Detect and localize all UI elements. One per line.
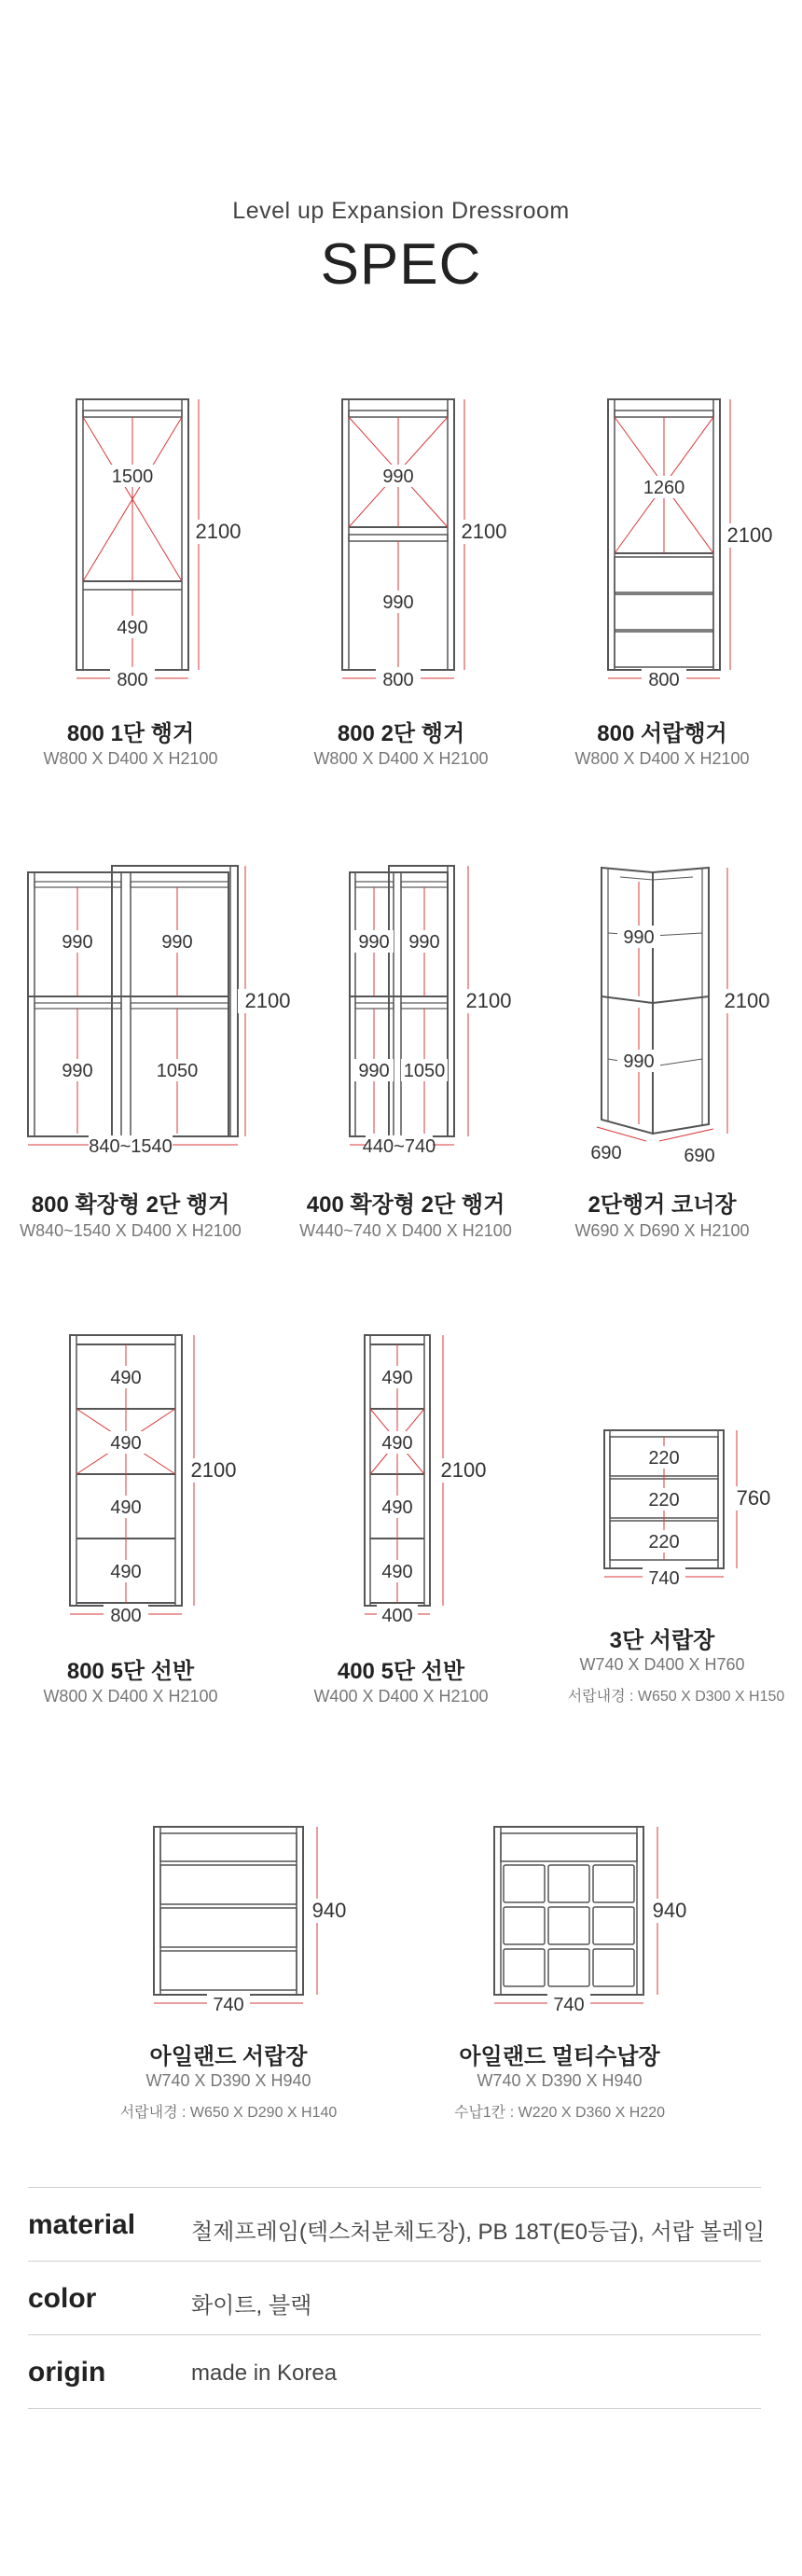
label-lower-left: 990 (62, 1061, 93, 1081)
label-height: 2100 (465, 989, 512, 1012)
product-800-5tier-shelf (61, 1332, 247, 1626)
product-name: 3단 서랍장 (609, 1628, 715, 1653)
label-height: 2100 (190, 1458, 237, 1482)
product-name: 800 5단 선반 (66, 1659, 195, 1684)
product-size: W400 X D400 X H2100 (313, 1687, 489, 1706)
label-shelf-4: 490 (110, 1562, 142, 1582)
product-400-5tier-shelf (359, 1332, 546, 1626)
label-width: 400 (381, 1606, 413, 1626)
product-name: 아일랜드 서랍장 (149, 2044, 308, 2069)
product-island-multi-storage (490, 1824, 695, 2015)
drawing-3-drawer-chest (597, 1427, 783, 1623)
label-width: 440~740 (362, 1136, 436, 1157)
label-width: 840~1540 (89, 1136, 173, 1157)
product-3-drawer-chest (597, 1427, 783, 1623)
product-800-expandable-hanger (23, 863, 291, 1157)
drawing-island-drawer (149, 1824, 354, 2015)
spec-label: material (28, 2209, 136, 2240)
label-height: 2100 (244, 989, 291, 1012)
product-size: W690 X D690 X H2100 (574, 1221, 750, 1240)
drawing-400-5tier-shelf (359, 1332, 546, 1626)
spec-subtitle: Level up Expansion Dressroom (232, 198, 570, 224)
product-size: W800 X D400 X H2100 (574, 749, 750, 768)
drawing-800-double-hanger (331, 397, 518, 690)
label-shelf-1: 490 (110, 1368, 142, 1388)
label-upper: 990 (382, 466, 414, 487)
label-width: 740 (553, 1995, 585, 2015)
label-width: 800 (382, 670, 414, 690)
product-corner-hanger (583, 863, 788, 1171)
product-name: 800 서랍행거 (597, 721, 727, 746)
product-size: W800 X D400 X H2100 (313, 749, 489, 768)
product-size: W740 X D390 X H940 (145, 2071, 311, 2090)
label-width: 800 (110, 1606, 142, 1626)
product-size: W800 X D400 X H2100 (43, 749, 218, 768)
product-island-drawer (149, 1824, 354, 2015)
product-size: W440~740 X D400 X H2100 (299, 1221, 512, 1240)
label-lower: 990 (382, 592, 414, 613)
label-height: 2100 (724, 989, 770, 1012)
label-height: 2100 (461, 520, 507, 543)
product-name: 아일랜드 멀티수납장 (459, 2044, 660, 2069)
product-name: 800 1단 행거 (66, 721, 195, 746)
label-lower: 990 (623, 1051, 655, 1072)
drawing-800-expandable-hanger (23, 863, 291, 1157)
product-size: W840~1540 X D400 X H2100 (20, 1221, 242, 1240)
product-800-single-hanger (65, 397, 252, 690)
label-shelf-3: 490 (110, 1497, 142, 1518)
spec-row-origin (28, 2334, 761, 2409)
product-size: W800 X D400 X H2100 (43, 1687, 218, 1706)
spec-value: 화이트, 블랙 (191, 2293, 312, 2318)
label-shelf-4: 490 (381, 1562, 413, 1582)
spec-table (28, 2187, 766, 2409)
label-height: 2100 (726, 523, 773, 547)
drawing-800-drawer-hanger (597, 397, 783, 690)
label-width: 800 (648, 670, 680, 690)
label-height: 2100 (440, 1458, 487, 1482)
label-upper: 1260 (643, 478, 685, 498)
spec-label: origin (28, 2357, 106, 2388)
label-depth-left: 690 (590, 1143, 622, 1163)
label-lower-right: 1050 (403, 1061, 446, 1081)
product-800-drawer-hanger (597, 397, 783, 690)
label-height: 2100 (195, 520, 242, 543)
label-upper: 990 (623, 927, 655, 948)
product-name: 800 확장형 2단 행거 (31, 1192, 230, 1218)
label-upper-right: 990 (408, 932, 440, 953)
product-inner-size: 수납1칸 : W220 X D360 X H220 (453, 2105, 666, 2121)
spec-value: 철제프레임(텍스처분체도장), PB 18T(E0등급), 서랍 볼레일 (191, 2220, 766, 2245)
label-width: 740 (213, 1995, 244, 2015)
product-name: 800 2단 행거 (337, 721, 465, 746)
spec-row-color (28, 2261, 761, 2334)
label-upper-left: 990 (62, 932, 93, 953)
label-drawer-3: 220 (648, 1532, 680, 1553)
label-lower-left: 990 (358, 1061, 390, 1081)
label-upper-right: 990 (161, 932, 193, 953)
label-width: 800 (117, 670, 148, 690)
label-upper: 1500 (111, 466, 154, 487)
label-lower-right: 1050 (156, 1061, 199, 1081)
product-name: 400 5단 선반 (337, 1659, 465, 1684)
label-height: 760 (736, 1486, 771, 1510)
drawing-island-multi-storage (490, 1824, 695, 2015)
drawing-800-single-hanger (65, 397, 252, 690)
label-shelf-1: 490 (381, 1368, 413, 1388)
product-size: W740 X D400 X H760 (579, 1655, 745, 1674)
label-upper-left: 990 (358, 932, 390, 953)
label-drawer-2: 220 (648, 1490, 680, 1511)
drawing-800-5tier-shelf (61, 1332, 247, 1626)
drawing-corner-hanger (583, 863, 788, 1171)
product-inner-size: 서랍내경 : W650 X D300 X H150 (567, 1689, 785, 1705)
label-shelf-3: 490 (381, 1497, 413, 1518)
drawing-400-expandable-hanger (345, 863, 532, 1157)
product-name: 2단행거 코너장 (588, 1192, 737, 1218)
product-name: 400 확장형 2단 행거 (306, 1192, 505, 1218)
label-lower: 490 (117, 618, 148, 638)
label-height: 940 (311, 1899, 347, 1922)
product-400-expandable-hanger (345, 863, 532, 1157)
spec-value: made in Korea (191, 2360, 338, 2386)
label-shelf-2: 490 (110, 1433, 142, 1454)
product-size: W740 X D390 X H940 (477, 2071, 643, 2090)
product-inner-size: 서랍내경 : W650 X D290 X H140 (119, 2105, 338, 2121)
spec-row-material (28, 2187, 766, 2261)
label-drawer-1: 220 (648, 1448, 680, 1469)
label-height: 940 (652, 1899, 687, 1922)
page-title: SPEC (320, 232, 482, 297)
label-width: 740 (648, 1568, 680, 1589)
label-shelf-2: 490 (381, 1433, 413, 1454)
product-800-double-hanger (331, 397, 518, 690)
spec-label: color (28, 2283, 97, 2314)
label-depth-right: 690 (684, 1146, 715, 1166)
